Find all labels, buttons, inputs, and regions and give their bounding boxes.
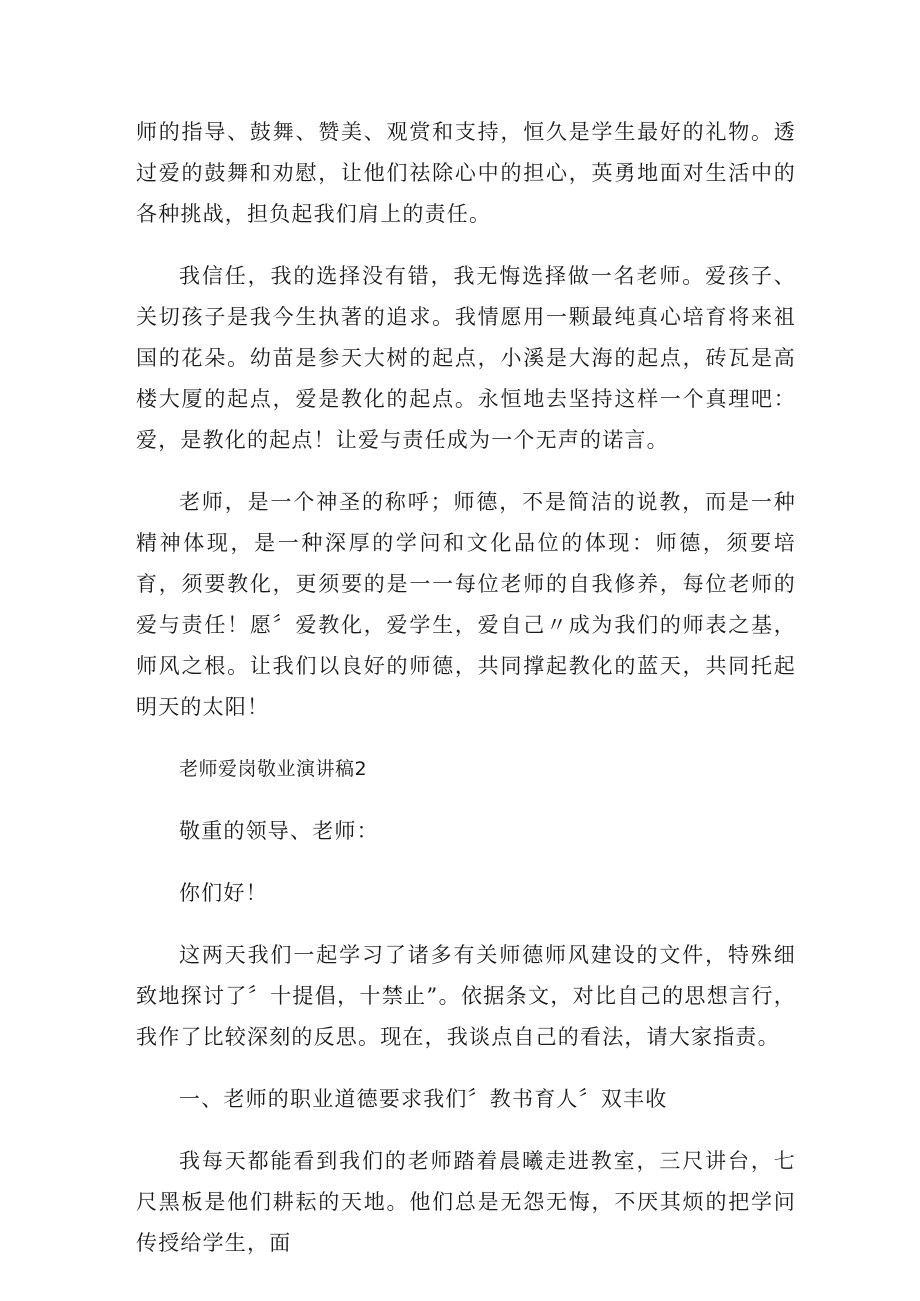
paragraph-study: 这两天我们一起学习了诸多有关师德师风建设的文件，特殊细致地探讨了〞十提倡，十禁止”。依据条文，对比自己的思想言行，我作了比较深刻的反思。现在，我谈点自己的看法，请大家指责。 [136, 943, 796, 1049]
greeting: 你们好！ [179, 881, 268, 905]
paragraph-continued: 师的指导、鼓舞、赞美、观赏和支持，恒久是学生最好的礼物。透过爱的鼓舞和劝慰，让他们祛除心中的担心，英勇地面对生活中的各种挑战，担负起我们肩上的责任。 [136, 120, 796, 226]
paragraph-teachers: 我每天都能看到我们的老师踏着晨曦走进教室，三尺讲台，七尺黑板是他们耕耘的天地。他们总是无怨无悔，不厌其烦的把学问传授给学生，面 [136, 1149, 796, 1255]
paragraph-ethics: 老师，是一个神圣的称呼；师德，不是简洁的说教，而是一种精神体现，是一种深厚的学问和文化品位的体现：师德，须要培育，须要教化，更须要的是一一每位老师的自我修养，每位老师的爱与责任！愿〞爱教化，爱学生，爱自己〃成为我们的师表之基，师风之根。让我们以良好的师德，共同撑起教化的蓝天，共同托起明天的太阳！ [136, 490, 796, 719]
paragraph-choice: 我信任，我的选择没有错，我无悔选择做一名老师。爱孩子、关切孩子是我今生执著的追求。我情愿用一颗最纯真心培育将来祖国的花朵。幼苗是参天大树的起点，小溪是大海的起点，砖瓦是高楼大厦的起点，爱是教化的起点。永恒地去坚持这样一个真理吧：爱，是教化的起点！让爱与责任成为一个无声的诺言。 [136, 264, 796, 452]
section-title: 老师爱岗敬业演讲稿2 [179, 758, 368, 780]
document-body [136, 112, 796, 1285]
point-heading-1: 一、老师的职业道德要求我们〞教书育人〞双丰收 [179, 1087, 668, 1111]
salutation: 敬重的领导、老师： [179, 819, 379, 843]
